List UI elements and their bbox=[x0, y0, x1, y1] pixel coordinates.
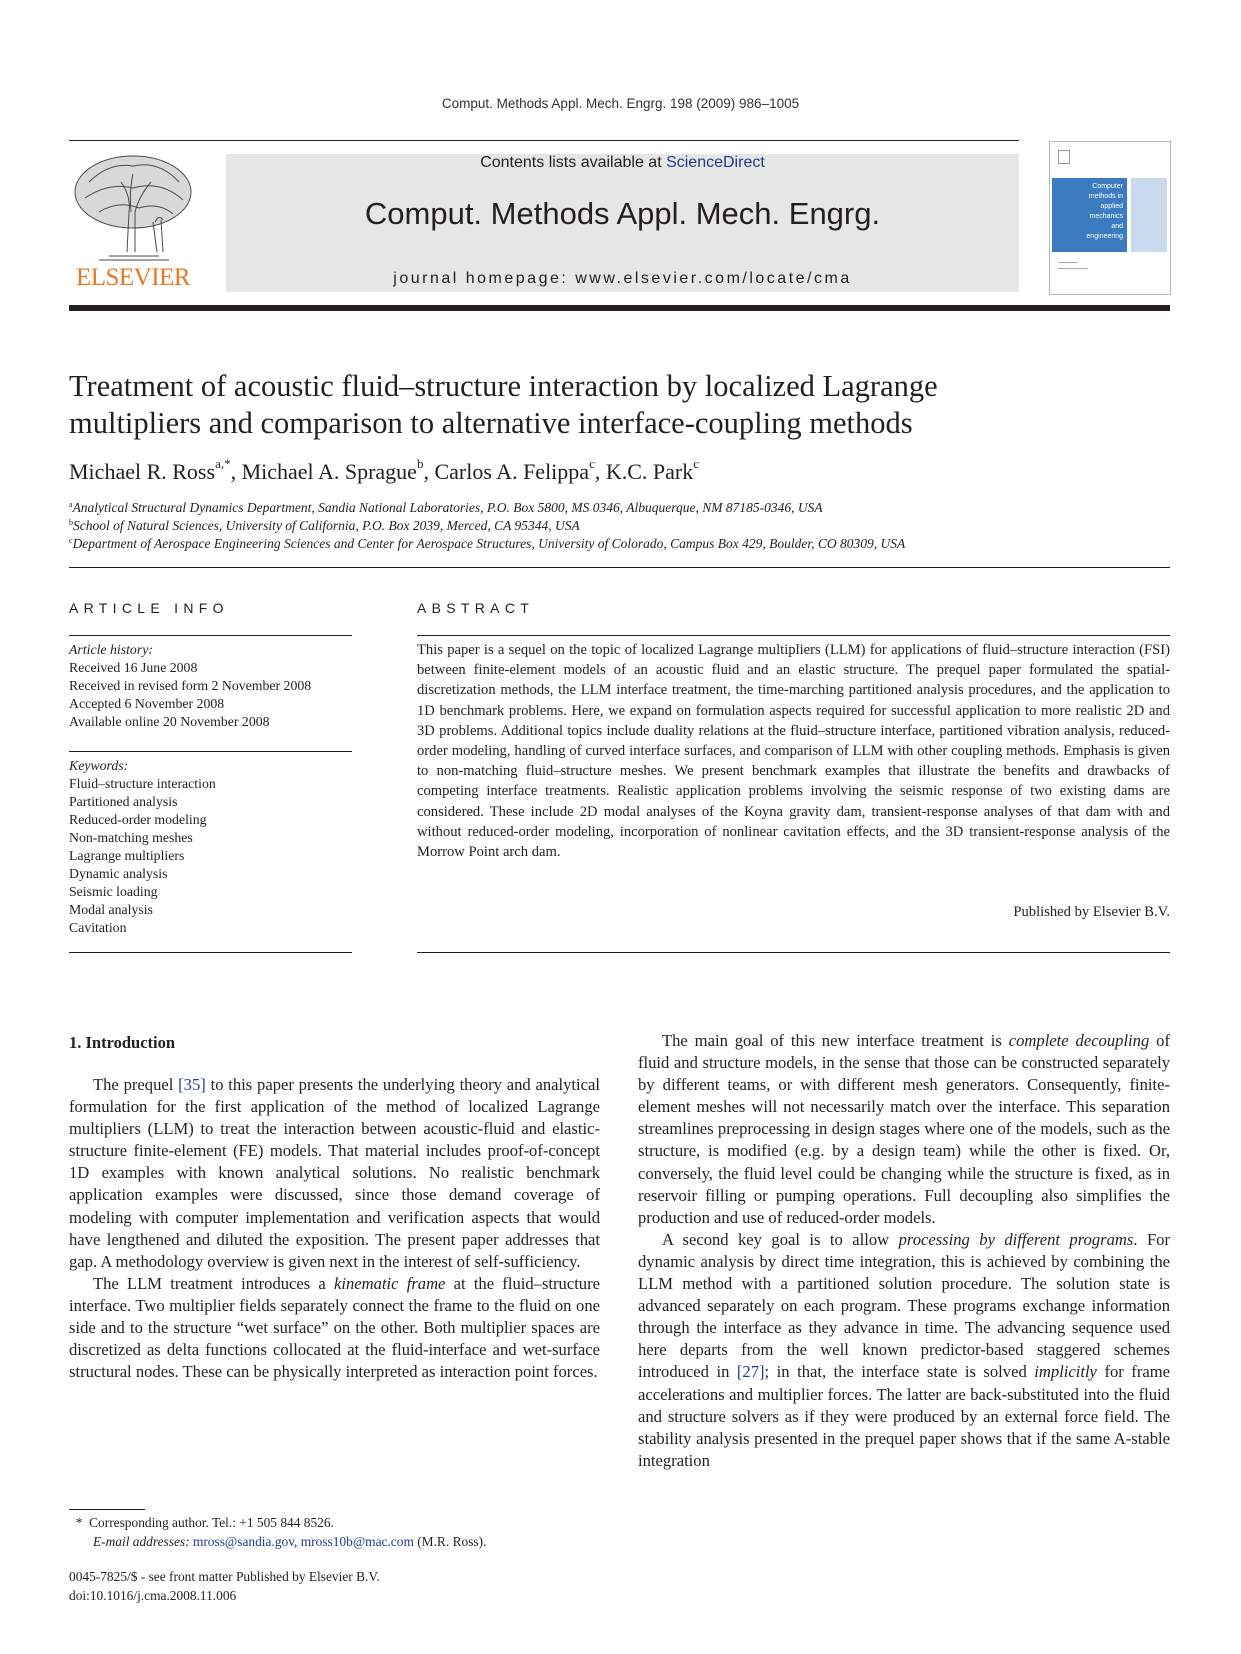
keyword: Reduced-order modeling bbox=[69, 812, 207, 827]
author-list bbox=[69, 456, 1169, 485]
author-name: Michael R. Ross bbox=[69, 459, 216, 484]
article-history bbox=[69, 641, 349, 731]
paragraph bbox=[638, 1229, 1170, 1472]
email-label: E-mail addresses: bbox=[93, 1534, 190, 1549]
email-link[interactable]: mross@sandia.gov bbox=[192, 1534, 295, 1549]
history-label: Article history: bbox=[69, 642, 153, 657]
article-title bbox=[69, 368, 1169, 442]
journal-homepage[interactable]: journal homepage: www.elsevier.com/locate/cma bbox=[393, 270, 852, 287]
author-name: Michael A. Sprague bbox=[241, 459, 417, 484]
author-separator: , bbox=[423, 459, 435, 484]
affiliation bbox=[69, 500, 1169, 516]
emphasis: implicitly bbox=[1034, 1362, 1097, 1382]
keyword: Dynamic analysis bbox=[69, 866, 168, 881]
header-rule bbox=[69, 140, 1019, 141]
paragraph bbox=[69, 1074, 600, 1273]
keywords-rule bbox=[69, 751, 352, 752]
footnote bbox=[69, 1513, 609, 1551]
text-run: at the fluid–structure interface. Two multiplier fields separately connect the frame to the fluid on one side and to the structure “wet surface” on the other. Both multiplier spaces are discretized as delta functions collocated at the fluid-interface and wet-surface structural nodes. These can be physically interpreted as interaction point forces. bbox=[69, 1273, 600, 1382]
history-item: Available online 20 November 2008 bbox=[69, 714, 270, 729]
keyword: Cavitation bbox=[69, 920, 127, 935]
affiliation-text: School of Natural Sciences, University of California, P.O. Box 2039, Merced, CA 95344, USA bbox=[73, 518, 580, 533]
emphasis: kinematic frame bbox=[334, 1273, 446, 1293]
email-link[interactable]: mross10b@mac.com bbox=[300, 1534, 414, 1549]
keyword: Partitioned analysis bbox=[69, 794, 178, 809]
bottom-info bbox=[69, 1567, 669, 1605]
emphasis: complete decoupling bbox=[1008, 1031, 1150, 1050]
abstract-rule bbox=[417, 635, 1170, 636]
text-run: . For dynamic analysis by direct time integration, this is achieved by combining the LLM method with a partitioned solution procedure. The solution state is advanced separately on each program. These programs exchange information through the interface as they advance in time. The advancing sequence used here departs from the well known predictor-based staggered schemes introduced in bbox=[638, 1229, 1170, 1382]
article-info-rule bbox=[69, 635, 352, 636]
emphasis: processing by different programs bbox=[898, 1229, 1134, 1249]
elsevier-wordmark: ELSEVIER bbox=[75, 264, 191, 291]
affiliation-rule bbox=[69, 567, 1170, 568]
footnote-text: Corresponding author. Tel.: +1 505 844 8526. bbox=[89, 1515, 334, 1530]
text-run: The main goal of this new interface treatment is bbox=[662, 1031, 1009, 1050]
abstract-text: This paper is a sequel on the topic of localized Lagrange multipliers (LLM) for applications of fluid–structure interaction (FSI) between finite-element models of an acoustic fluid and an elastic structure. The prequel paper formulated the spatial-discretization methods, the LLM interface treatment, the time-marching partitioned analysis procedures, and the application to 1D benchmark problems. Here, we expand on formulation aspects required for successful application to more realistic 2D and 3D problems. Additional topics include duality relations at the fluid–structure interface, partitioned vibration analysis, reduced-order modeling, handling of curved interface surfaces, and comparison of LLM with other coupling methods. Emphasis is given to non-matching fluid–structure meshes. We present benchmark examples that illustrate the benefits and drawbacks of competing interface treatments. Realistic application problems involving the seismic response of two existing dams are considered. These include 2D modal analyses of the Koyna gravity dam, transient-response analyses of that dam with and without reduced-order modeling, incorporation of nonlinear cavitation effects, and the 3D transient-response analysis of the Morrow Point arch dam. bbox=[417, 642, 1170, 861]
footnote-mark: * bbox=[75, 1515, 83, 1530]
affiliation bbox=[69, 518, 1169, 534]
affiliation-mark: b bbox=[69, 518, 73, 527]
keyword: Seismic loading bbox=[69, 884, 158, 899]
author-separator: , bbox=[230, 459, 242, 484]
journal-citation: Comput. Methods Appl. Mech. Engrg. 198 (2009) 986–1005 bbox=[441, 96, 800, 111]
author-name: K.C. Park bbox=[605, 459, 694, 484]
history-item: Received 16 June 2008 bbox=[69, 660, 198, 675]
author-affil-mark: a,* bbox=[215, 456, 231, 471]
info-bottom-rule bbox=[69, 952, 352, 953]
affiliation-mark: c bbox=[69, 536, 73, 545]
citation-link[interactable]: [35] bbox=[178, 1075, 206, 1094]
cover-panel bbox=[1131, 178, 1167, 252]
history-item: Received in revised form 2 November 2008 bbox=[69, 678, 312, 693]
affiliation bbox=[69, 536, 1169, 552]
abstract-bottom-rule bbox=[417, 952, 1170, 953]
keywords bbox=[69, 757, 349, 937]
affiliation-mark: a bbox=[69, 500, 73, 509]
affiliation-text: Analytical Structural Dynamics Department, Sandia National Laboratories, P.O. Box 5800, MS 0346, Albuquerque, NM 87185-0346, USA bbox=[72, 500, 823, 515]
keyword: Fluid–structure interaction bbox=[69, 776, 216, 791]
email-separator: , bbox=[294, 1534, 301, 1549]
right-column bbox=[638, 1030, 1170, 1472]
history-item: Accepted 6 November 2008 bbox=[69, 696, 225, 711]
contents-prefix: Contents lists available at bbox=[480, 154, 667, 171]
text-run: of fluid and structure models, in the sense that those can be constructed separately by different teams, or with different mesh generators. Consequently, finite-element meshes will not necessarily match over the interface. This separation streamlines preprocessing in design stages where one of the models, such as the structure, is modified (e.g. by a design team) while the other is fixed. Or, conversely, the fluid level could be changing while the structure is fixed, as in reservoir filling or pumping operations. Full decoupling also simplifies the production and use of reduced-order models. bbox=[638, 1031, 1170, 1227]
text-run: A second key goal is to allow bbox=[662, 1229, 899, 1249]
elsevier-logo bbox=[69, 152, 197, 292]
section-heading: 1. Introduction bbox=[69, 1033, 176, 1052]
cover-line bbox=[1058, 262, 1078, 263]
contents-line bbox=[226, 154, 1019, 172]
affiliation-text: Department of Aerospace Engineering Sciences and Center for Aerospace Structures, University of Colorado, Campus Box 429, Boulder, CO 80309, USA bbox=[72, 536, 906, 551]
abstract-heading: ABSTRACT bbox=[417, 600, 535, 616]
footnote-rule bbox=[69, 1509, 145, 1510]
sciencedirect-link[interactable]: ScienceDirect bbox=[666, 154, 765, 171]
keyword: Non-matching meshes bbox=[69, 830, 193, 845]
cover-logo-icon bbox=[1058, 150, 1070, 164]
keyword: Lagrange multipliers bbox=[69, 848, 185, 863]
text-run: to this paper presents the underlying theory and analytical formulation for the first application of the method of localized Lagrange multipliers (LLM) to treat the interaction between acoustic-fluid and elastic-structure finite-element (FE) models. That material includes proof-of-concept 1D examples with known analytical solutions. No realistic benchmark application examples were discussed, since those demand coverage of modeling with computer implementation and verification aspects that would have lengthened and diluted the exposition. The present paper addresses that gap. A methodology overview is given next in the interest of self-sufficiency. bbox=[69, 1075, 600, 1271]
published-by: Published by Elsevier B.V. bbox=[1013, 904, 1170, 920]
cover-line bbox=[1058, 268, 1088, 269]
title-line-2: multipliers and comparison to alternative interface-coupling methods bbox=[69, 406, 913, 440]
paragraph bbox=[69, 1273, 600, 1383]
email-suffix: (M.R. Ross). bbox=[413, 1534, 487, 1549]
text-run: The prequel bbox=[93, 1075, 179, 1094]
author-affil-mark: b bbox=[416, 456, 424, 471]
footnote-emails bbox=[69, 1532, 609, 1551]
text-run: for frame accelerations and multiplier forces. The latter are back-substituted into the fluid and structure solvers as if they were produced by an external force field. The stability analysis presented in the prequel paper shows that if the same A-stable integration bbox=[638, 1362, 1170, 1470]
citation-link[interactable]: [27] bbox=[736, 1362, 765, 1382]
issn-line: 0045-7825/$ - see front matter Published by Elsevier B.V. bbox=[69, 1569, 380, 1584]
text-run: ; in that, the interface state is solved bbox=[764, 1362, 1035, 1382]
text-run: The LLM treatment introduces a bbox=[93, 1273, 334, 1293]
keywords-label: Keywords: bbox=[69, 758, 129, 773]
cover-title: Computer methods in applied mechanics and engineering bbox=[1052, 178, 1127, 252]
journal-title: Comput. Methods Appl. Mech. Engrg. bbox=[364, 196, 881, 231]
journal-cover-thumbnail bbox=[1049, 141, 1171, 295]
title-line-1: Treatment of acoustic fluid–structure interaction by localized Lagrange bbox=[69, 369, 938, 403]
author-separator: , bbox=[594, 459, 606, 484]
author-affil-mark: c bbox=[693, 456, 700, 471]
header-thick-rule bbox=[69, 305, 1170, 311]
left-column bbox=[69, 1074, 600, 1383]
article-info-heading: ARTICLE INFO bbox=[69, 600, 229, 616]
footnote-corresponding bbox=[69, 1513, 609, 1532]
paragraph bbox=[638, 1030, 1170, 1229]
tree-icon bbox=[69, 152, 197, 264]
author-name: Carlos A. Felippa bbox=[434, 459, 590, 484]
journal-banner bbox=[226, 154, 1019, 292]
keyword: Modal analysis bbox=[69, 902, 153, 917]
author-affil-mark: c bbox=[589, 456, 595, 471]
doi-line[interactable]: doi:10.1016/j.cma.2008.11.006 bbox=[69, 1588, 237, 1603]
